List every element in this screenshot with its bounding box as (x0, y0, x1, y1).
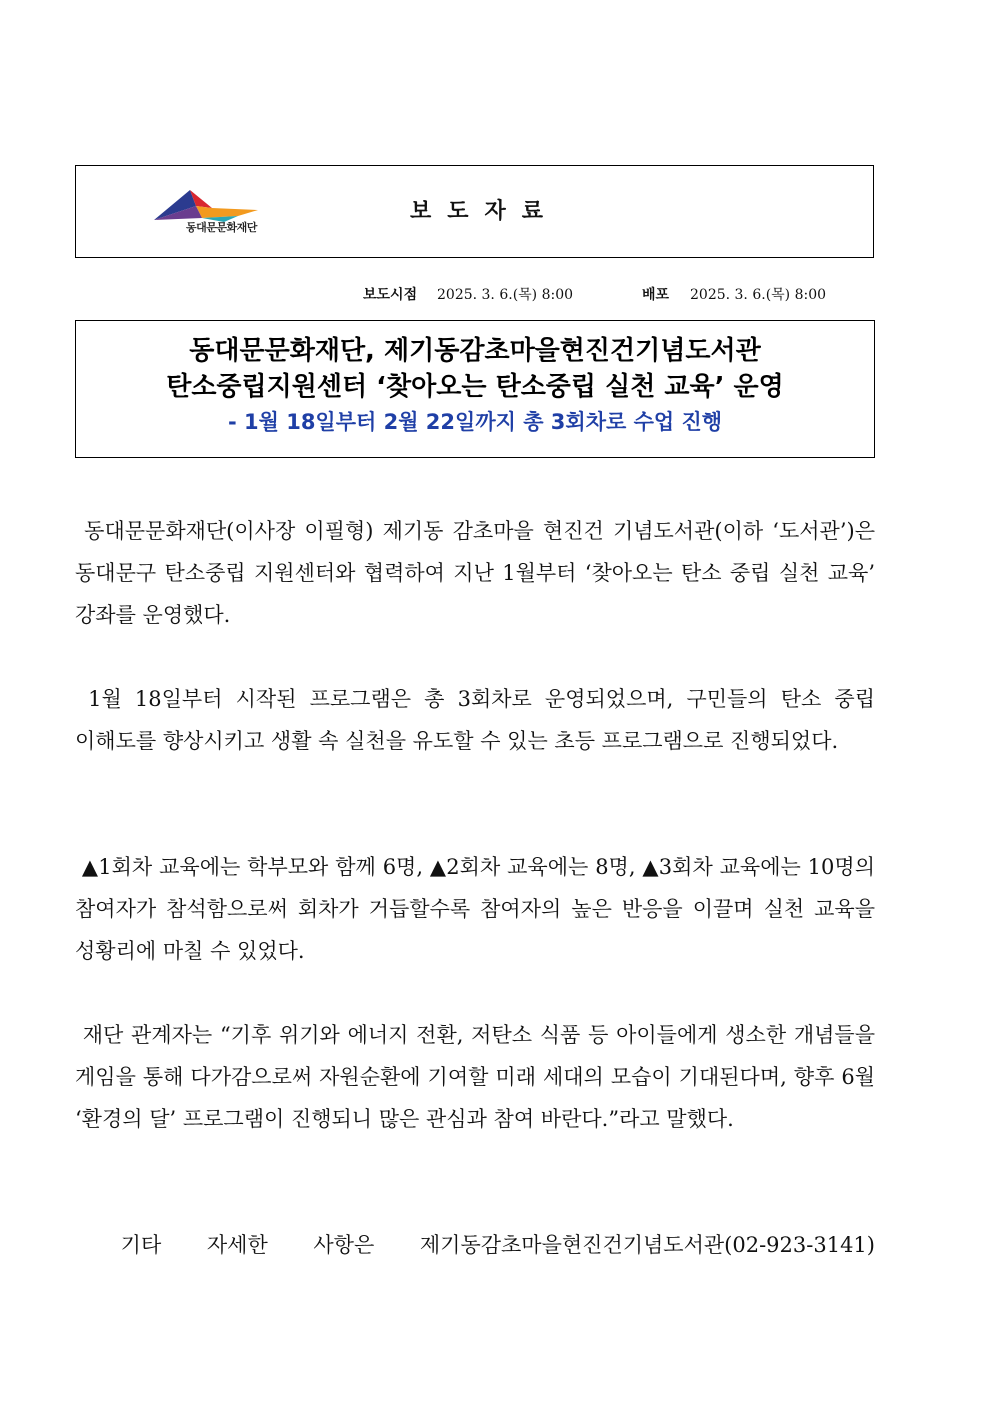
logo-text: 동대문문화재단 (186, 221, 257, 234)
paragraph-text: 기타 자세한 사항은 제기동감초마을현진건기념도서관(02-923-3141) (120, 1233, 875, 1257)
headline-line-1: 동대문문화재단, 제기동감초마을현진건기념도서관 (189, 336, 761, 366)
paragraph-text: 동대문문화재단(이사장 이필형) 제기동 감초마을 현진건 기념도서관(이하 ‘도서관’)은 동대문구 탄소중립 지원센터와 협력하여 지난 1월부터 ‘찾아오는 탄소 중립 실천 교육’ 강좌를 운영했다. (75, 519, 875, 627)
headline-line-2: 탄소중립지원센터 ‘찾아오는 탄소중립 실천 교육’ 운영 (166, 372, 784, 402)
paragraph-text: 1월 18일부터 시작된 프로그램은 총 3회차로 운영되었으며, 구민들의 탄소 중립 이해도를 향상시키고 생활 속 실천을 유도할 수 있는 초등 프로그램으로 진행되었다. (75, 687, 875, 753)
body-paragraph-1 (75, 510, 875, 636)
header-box (75, 165, 874, 258)
paragraph-text: ▲1회차 교육에는 학부모와 함께 6명, ▲2회차 교육에는 8명, ▲3회차 교육에는 10명의 참여자가 참석함으로써 회차가 거듭할수록 참여자의 높은 반응을 이끌며 실천 교육을 성황리에 마칠 수 있었다. (75, 855, 875, 963)
distribution-label: 배포 (642, 287, 670, 303)
release-info (0, 284, 992, 304)
body-paragraph-4 (75, 1014, 875, 1140)
body-paragraph-5 (75, 1224, 875, 1266)
body-paragraph-3 (75, 846, 875, 972)
press-time-value: 2025. 3. 6.(목) 8:00 (437, 287, 574, 303)
document-type-title: 보도자료 (409, 199, 559, 224)
headline-box (75, 320, 875, 458)
press-time-label: 보도시점 (363, 287, 418, 303)
subheadline: - 1월 18일부터 2월 22일까지 총 3회차로 수업 진행 (227, 410, 723, 434)
distribution-value: 2025. 3. 6.(목) 8:00 (690, 287, 827, 303)
paragraph-text: 재단 관계자는 “기후 위기와 에너지 전환, 저탄소 식품 등 아이들에게 생소한 개념들을 게임을 통해 다가감으로써 자원순환에 기여할 미래 세대의 모습이 기대된다며, 향후 6월 ‘환경의 달’ 프로그램이 진행되니 많은 관심과 참여 바란다.”라고 말했다. (75, 1023, 875, 1131)
body-paragraph-2 (75, 678, 875, 762)
